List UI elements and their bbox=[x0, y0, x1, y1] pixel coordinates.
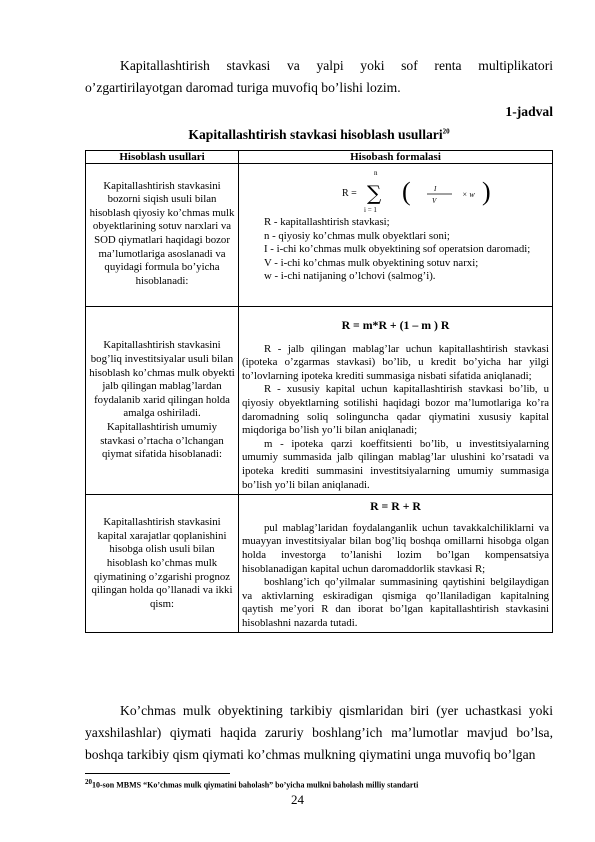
method-cell: Kapitallashtirish stavkasini bozorni siqish usuli bilan hisoblash qiyosiy ko’chmas mulk obyektlarining sotuv narxlari va SOD qiymatlari haqidagi bozor ma’lumotlariga asoslanadi va quyidagi formula bo’yicha hisoblanadi: bbox=[86, 164, 239, 307]
method-cell: Kapitallashtirish stavkasini kapital xarajatlar qoplanishini hisobga olish usuli bilan hisoblash ko’chmas mulk qiymatining o’zgarishi prognoz qilingan holda qo’llanadi va ikki qism: bbox=[86, 495, 239, 633]
formula-cell bbox=[239, 307, 553, 495]
table-caption-text: Kapitallashtirish stavkasi hisoblash usullari bbox=[188, 127, 443, 142]
frac-den: V bbox=[432, 197, 437, 205]
formula-title: R = R + R bbox=[370, 499, 421, 514]
formula-desc-line: boshlang’ich qo’yilmalar summasining qaytishini belgilaydigan va aktivlarning eskiradigan qismiga qo’llaniladigan kapitalning qaytish me’yori R dan iborat bo’lgan kapitallashtirish stavkasini hisoblashni nazarda tutadi. bbox=[242, 576, 549, 629]
header-methods: Hisoblash usullari bbox=[86, 151, 239, 164]
table-row bbox=[86, 495, 553, 633]
sum-bottom: i = 1 bbox=[364, 206, 377, 214]
formula-desc-line: n - qiyosiy ko’chmas mulk obyektlari soni; bbox=[264, 229, 450, 242]
formula-desc-line: m - ipoteka qarzi koeffitsienti bo’lib, u investitsiyalarning umumiy summasida jalb qilingan mablag’lar ulushini ko’rsatadi va ipoteka krediti summasini investitsiyalarning umumiy summasiga bo’lish yo’li bilan aniqlanadi. bbox=[242, 437, 549, 491]
footnote-text: 10-son MBMS “Ko’chmas mulk qiymatini baholash” bo’yicha mulkni baholash milliy standarti bbox=[92, 780, 419, 790]
paren-left-icon: ( bbox=[402, 177, 411, 206]
capitalization-table bbox=[85, 150, 553, 633]
formula-image bbox=[282, 166, 582, 216]
method-cell: Kapitallashtirish stavkasini bog’liq investitsiyalar usuli bilan hisoblash ko’chmas mulk obyekti jalb qilingan mablag’lardan foydalanib xarid qilingan holda amalga oshiriladi. Kapitallashtirish umumiy stavkasi o’rtacha o’lchangan qiymat sifatida hisoblanadi: bbox=[86, 307, 239, 495]
formula-weight: × w bbox=[462, 190, 475, 199]
formula-desc-line: I - i-chi ko’chmas mulk obyektining sof operatsion daromadi; bbox=[264, 243, 531, 256]
formula-cell bbox=[239, 495, 553, 633]
page-number: 24 bbox=[291, 792, 304, 807]
formula-cell bbox=[239, 164, 553, 307]
caption-footnote-ref: 20 bbox=[442, 127, 450, 136]
sum-symbol-icon: ∑ bbox=[367, 181, 382, 205]
frac-num: I bbox=[434, 185, 437, 193]
table-label: 1-jadval bbox=[505, 104, 553, 119]
footnote-divider bbox=[85, 773, 230, 774]
footnote bbox=[85, 778, 418, 790]
table-row bbox=[86, 164, 553, 307]
intro-paragraph: Kapitallashtirish stavkasi va yalpi yoki sof renta multiplikatori o’zgartirilayotgan daromad turiga muvofiq bo’lishi lozim. bbox=[85, 58, 553, 95]
footnote-ref: 20 bbox=[85, 778, 92, 786]
formula-desc-line: pul mablag’laridan foydalanganlik uchun tavakkalchiliklarni va muayyan investitsiyalar bilan bog’liq boshqa omillarni hisobga olgan holda investorga to’lanishi lozim bo’lgan kompensatsiya hisoblanadigan kapital uchun daromaddorlik stavkasi R; bbox=[242, 521, 549, 575]
table-caption bbox=[85, 127, 553, 143]
outro-paragraph: Ko’chmas mulk obyektining tarkibiy qismlaridan biri (yer uchastkasi yoki yaxshilashlar) qiymati haqida zaruriy boshlang’ich ma’lumotlar mavjud bo’lsa, boshqa tarkibiy qism qiymati ko’chmas mulkning qiymatini unga muvofiq bo’lgan bbox=[85, 703, 553, 762]
formula-title: R = m*R + (1 – m ) R bbox=[341, 318, 450, 332]
table-row bbox=[86, 307, 553, 495]
formula-desc-line: R - xususiy kapital uchun kapitallashtirish stavkasi bo’lib, u qiyosiy obyektlarning sotilishi haqidagi bozor ma’lumotlariga ko’ra daromadning soliq solinguncha qadar qiymatini xususiy kapital miqdoriga bo’lish yo’li bilan aniqlanadi; bbox=[242, 383, 549, 437]
formula-lhs: R = bbox=[342, 188, 357, 199]
formula-desc-line: w - i-chi natijaning o’lchovi (salmog’i). bbox=[264, 270, 436, 283]
header-formula: Hisobash formalasi bbox=[239, 151, 553, 164]
table-header-row bbox=[86, 151, 553, 164]
sum-top: n bbox=[374, 169, 378, 177]
formula-desc-line: V - i-chi ko’chmas mulk obyektining sotuv narxi; bbox=[264, 256, 479, 269]
paren-right-icon: ) bbox=[482, 177, 491, 206]
formula-desc-line: R - kapitallashtirish stavkasi; bbox=[264, 216, 390, 228]
formula-desc-line: R - jalb qilingan mablag’lar uchun kapitallashtirish stavkasi (ipoteka o’zgarmas stavkasi) bo’lib, u kredit bo’yicha har yilgi to’lovlarning ipoteka krediti summasiga nisbati sifatida aniqlanadi; bbox=[242, 342, 549, 382]
